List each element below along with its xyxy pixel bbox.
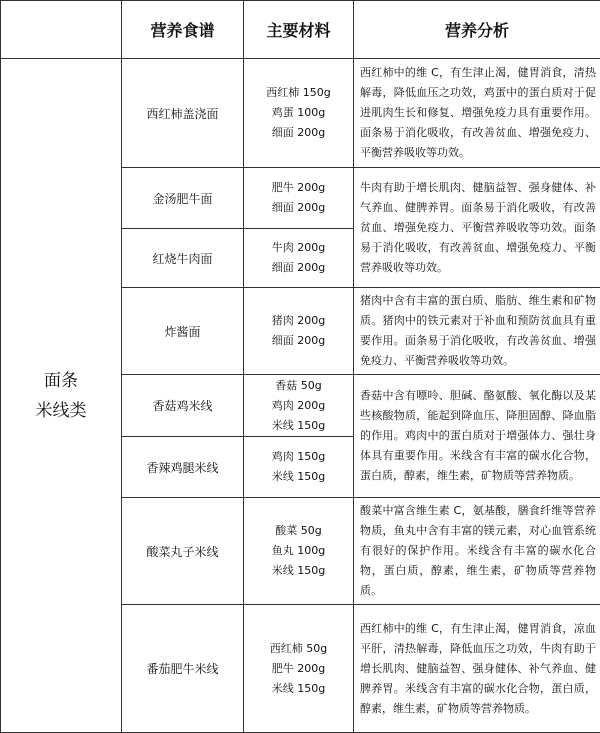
materials-cell <box>244 605 354 733</box>
dish-name: 香菇鸡米线 <box>122 375 244 437</box>
materials-cell <box>244 437 354 498</box>
dish-name: 番茄肥牛米线 <box>122 605 244 733</box>
analysis-text: 香菇中含有嘌呤、胆碱、酪氨酸、氧化酶以及某些核酸物质，能起到降血压、降胆固醇、降血脂的作用。鸡肉中的蛋白质对于增强体力、强壮身体具有重要作用。米线含有丰富的碳水化合物，蛋白质，醇素，维生素，矿物质等营养物质。 <box>354 375 600 498</box>
category-line-2: 米线类 <box>1 396 121 426</box>
material-item: 猪肉 200g <box>244 311 353 331</box>
material-item: 鸡肉 200g <box>244 396 353 416</box>
materials-cell <box>244 498 354 605</box>
dish-name: 香辣鸡腿米线 <box>122 437 244 498</box>
materials-cell <box>244 59 354 168</box>
material-item: 细面 200g <box>244 258 353 278</box>
category-cell <box>1 59 122 733</box>
material-item: 米线 150g <box>244 467 353 487</box>
materials-cell <box>244 288 354 375</box>
dish-name: 西红柿盖浇面 <box>122 59 244 168</box>
header-materials: 主要材料 <box>244 1 354 59</box>
dish-name: 红烧牛肉面 <box>122 229 244 288</box>
analysis-text: 西红柿中的维 C，有生津止渴，健胃消食，清热解毒，降低血压之功效，鸡蛋中的蛋白质对于促进肌肉生长和修复、增强免疫力具有重要作用。面条易于消化吸收，有改善贫血、增强免疫力、平衡营养吸收等功效。 <box>354 59 600 168</box>
header-recipe: 营养食谱 <box>122 1 244 59</box>
material-item: 细面 200g <box>244 198 353 218</box>
dish-name: 酸菜丸子米线 <box>122 498 244 605</box>
material-item: 米线 150g <box>244 679 353 699</box>
material-item: 鸡肉 150g <box>244 447 353 467</box>
material-item: 肥牛 200g <box>244 659 353 679</box>
corner-cell <box>1 1 122 59</box>
header-analysis: 营养分析 <box>354 1 600 59</box>
dish-name: 金汤肥牛面 <box>122 168 244 229</box>
analysis-text: 西红柿中的维 C，有生津止渴，健胃消食，凉血平肝，清热解毒，降低血压之功效，牛肉有助于增长肌肉、健脑益智、强身健体、补气养血、健脾养胃。米线含有丰富的碳水化合物，蛋白质，醇素，维生素，矿物质等营养物质。 <box>354 605 600 733</box>
material-item: 酸菜 50g <box>244 521 353 541</box>
material-item: 肥牛 200g <box>244 178 353 198</box>
material-item: 细面 200g <box>244 331 353 351</box>
material-item: 米线 150g <box>244 416 353 436</box>
material-item: 西红柿 50g <box>244 639 353 659</box>
analysis-text: 酸菜中富含维生素 C，氨基酸，膳食纤维等营养物质，鱼丸中含有丰富的镁元素，对心血管系统有很好的保护作用。米线含有丰富的碳水化合物，蛋白质，醇素，维生素，矿物质等营养物质。 <box>354 498 600 605</box>
material-item: 鸡蛋 100g <box>244 103 353 123</box>
materials-cell <box>244 375 354 437</box>
material-item: 西红柿 150g <box>244 83 353 103</box>
category-line-1: 面条 <box>1 366 121 396</box>
materials-cell <box>244 229 354 288</box>
materials-cell <box>244 168 354 229</box>
material-item: 牛肉 200g <box>244 238 353 258</box>
material-item: 香菇 50g <box>244 376 353 396</box>
material-item: 鱼丸 100g <box>244 541 353 561</box>
material-item: 细面 200g <box>244 123 353 143</box>
analysis-text: 猪肉中含有丰富的蛋白质、脂肪、维生素和矿物质。猪肉中的铁元素对于补血和预防贫血具有重要作用。面条易于消化吸收，有改善贫血、增强免疫力、平衡营养吸收等功效。 <box>354 288 600 375</box>
dish-name: 炸酱面 <box>122 288 244 375</box>
material-item: 米线 150g <box>244 561 353 581</box>
analysis-text: 牛肉有助于增长肌肉、健脑益智、强身健体、补气养血、健脾养胃。面条易于消化吸收，有改善贫血、增强免疫力、平衡营养吸收等功效。面条易于消化吸收，有改善贫血、增强免疫力、平衡营养吸收等功效。 <box>354 168 600 288</box>
